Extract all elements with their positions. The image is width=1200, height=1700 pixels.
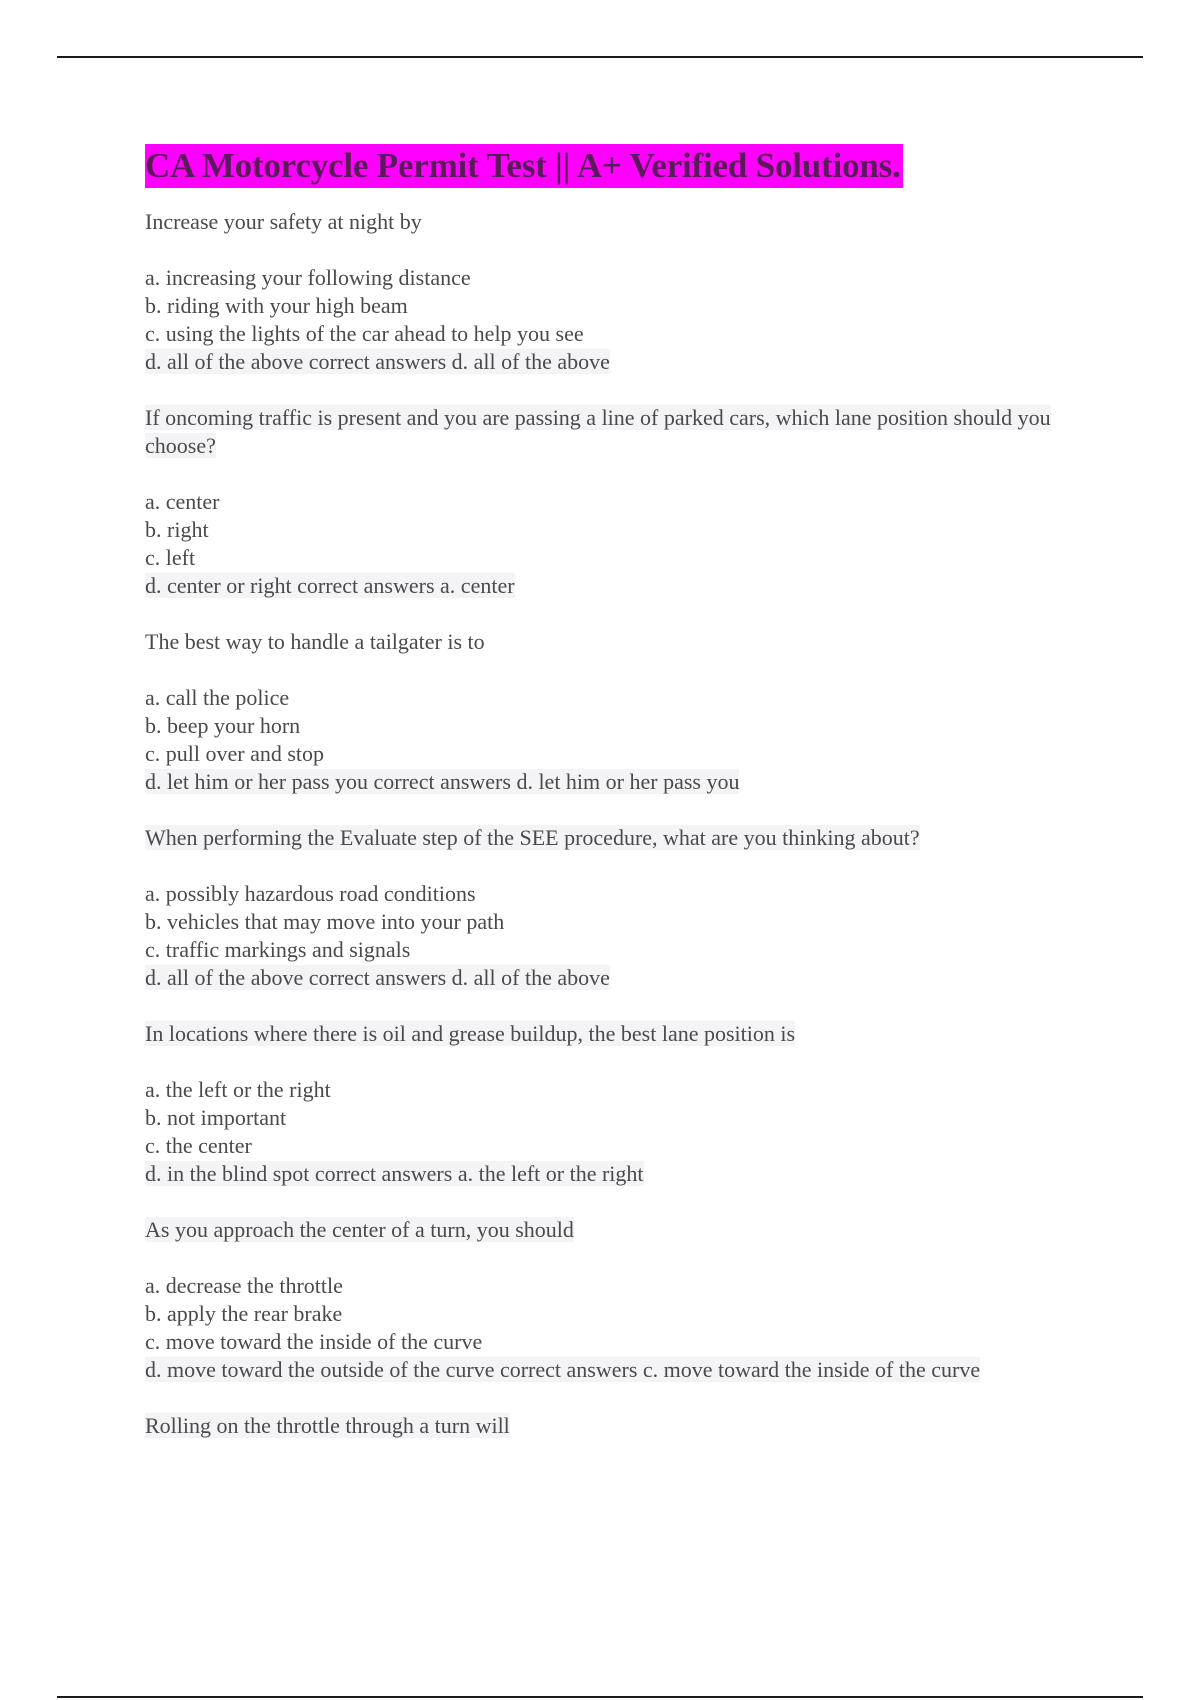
option-a: a. increasing your following distance: [145, 265, 471, 290]
option-c: c. the center: [145, 1133, 252, 1158]
question-text: Increase your safety at night by: [145, 209, 422, 234]
option-d-answer: d. let him or her pass you correct answers d. let him or her pass you: [145, 769, 740, 794]
option-d-answer: d. in the blind spot correct answers a. the left or the right: [145, 1161, 644, 1186]
option-a: a. center: [145, 489, 220, 514]
top-rule: [57, 56, 1143, 58]
question-text: The best way to handle a tailgater is to: [145, 629, 485, 654]
question-3: [145, 628, 1075, 796]
question-text: In locations where there is oil and grease buildup, the best lane position is: [145, 1021, 796, 1046]
bottom-rule: [57, 1696, 1143, 1698]
option-c: c. pull over and stop: [145, 741, 325, 766]
option-c: c. using the lights of the car ahead to help you see: [145, 321, 584, 346]
question-4: [145, 824, 1075, 992]
question-7: [145, 1412, 1075, 1440]
question-text: If oncoming traffic is present and you are passing a line of parked cars, which lane position should you choose?: [145, 405, 1051, 458]
question-text: As you approach the center of a turn, you should: [145, 1217, 574, 1242]
option-a: a. possibly hazardous road conditions: [145, 881, 476, 906]
question-5: [145, 1020, 1075, 1188]
question-1: [145, 208, 1075, 376]
option-b: b. right: [145, 517, 209, 542]
question-text: Rolling on the throttle through a turn will: [145, 1413, 510, 1438]
option-c: c. traffic markings and signals: [145, 937, 411, 962]
question-text: When performing the Evaluate step of the SEE procedure, what are you thinking about?: [145, 825, 920, 850]
option-d-answer: d. all of the above correct answers d. all of the above: [145, 965, 610, 990]
option-b: b. not important: [145, 1105, 287, 1130]
option-a: a. decrease the throttle: [145, 1273, 343, 1298]
option-a: a. the left or the right: [145, 1077, 331, 1102]
option-d-answer: d. center or right correct answers a. center: [145, 573, 515, 598]
question-2: [145, 404, 1075, 600]
question-6: [145, 1216, 1075, 1384]
option-b: b. riding with your high beam: [145, 293, 408, 318]
option-c: c. left: [145, 545, 196, 570]
option-b: b. vehicles that may move into your path: [145, 909, 505, 934]
document-title: CA Motorcycle Permit Test || A+ Verified Solutions.: [145, 144, 903, 188]
option-b: b. apply the rear brake: [145, 1301, 343, 1326]
option-a: a. call the police: [145, 685, 290, 710]
option-c: c. move toward the inside of the curve: [145, 1329, 483, 1354]
option-b: b. beep your horn: [145, 713, 301, 738]
option-d-answer: d. all of the above correct answers d. all of the above: [145, 349, 610, 374]
option-d-answer: d. move toward the outside of the curve correct answers c. move toward the inside of the curve: [145, 1357, 981, 1382]
document-body: [145, 144, 1075, 1468]
